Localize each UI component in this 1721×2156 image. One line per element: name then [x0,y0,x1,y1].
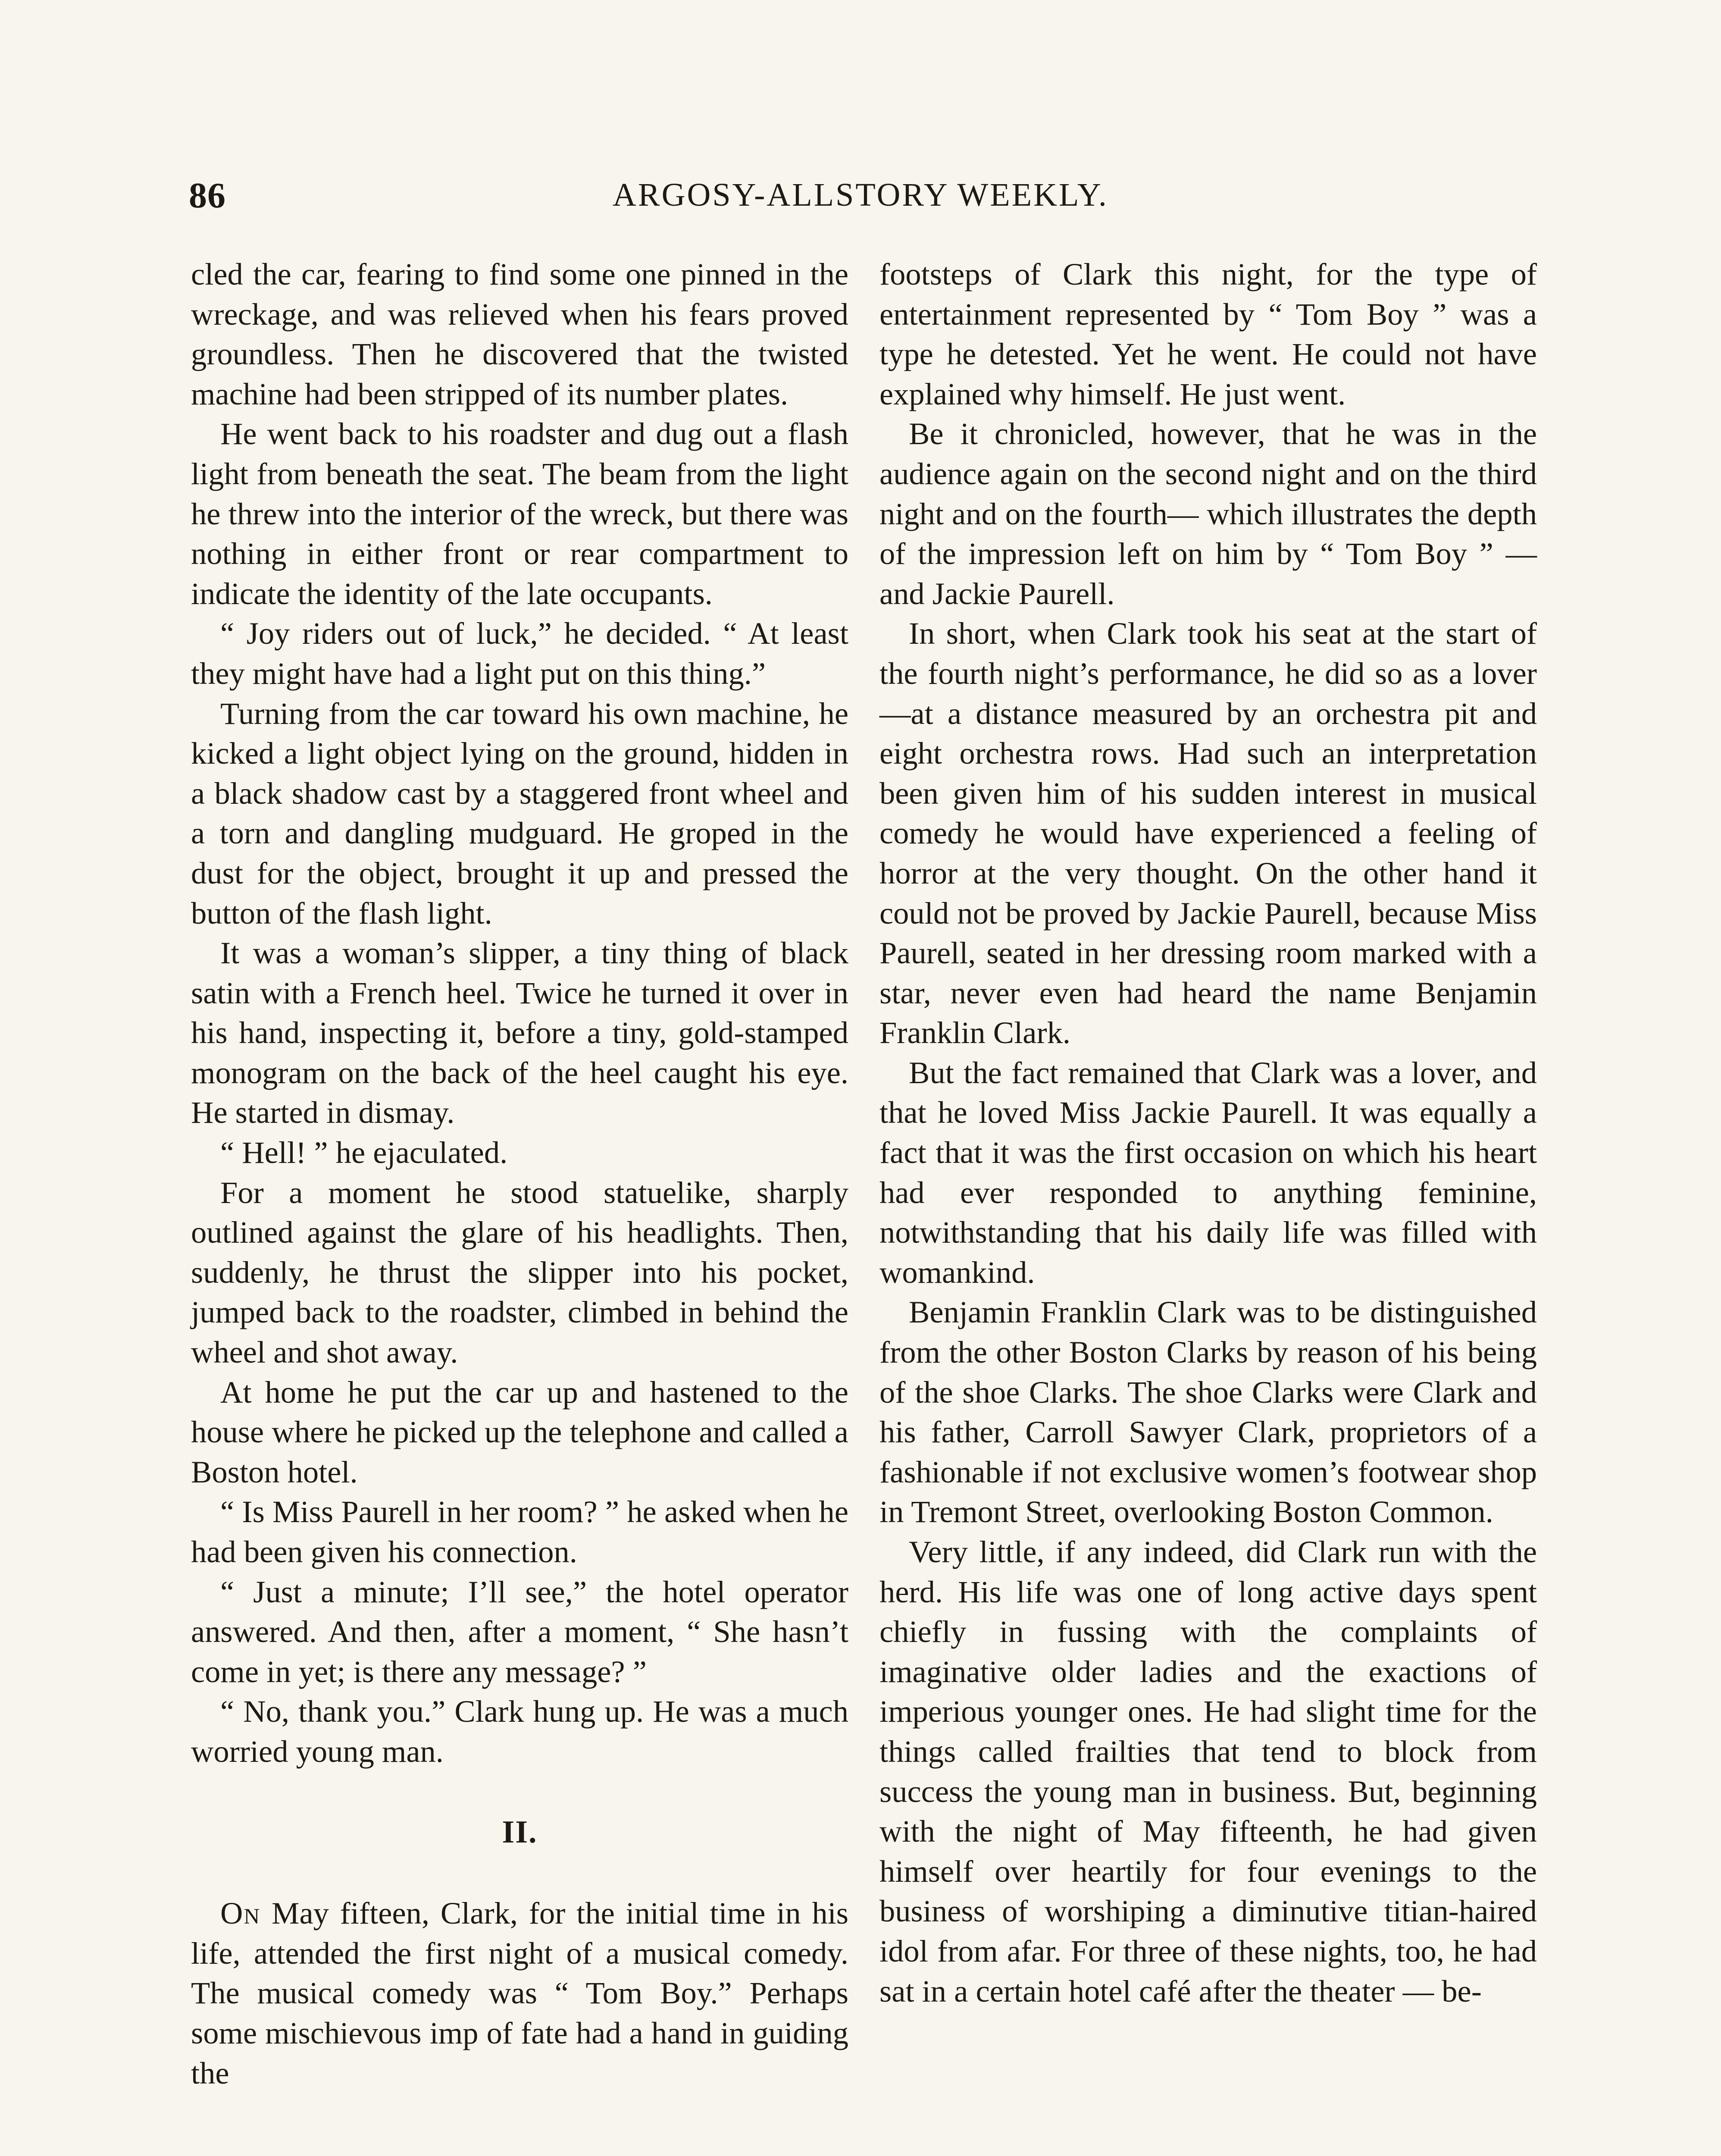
paragraph: “ No, thank you.” Clark hung up. He was a much worried young man. [191,1694,848,1769]
paragraph: “ Just a minute; I’ll see,” the hotel operator answered. And then, after a moment, “ She hasn’t come in yet; is there any message? ” [191,1574,848,1689]
paragraph: For a moment he stood statuelike, sharply outlined against the glare of his headlights. Then, suddenly, he thrust the slipper into his pocket, jumped back to the roadster, climbed in behind the wheel and shot away. [191,1175,848,1370]
page-number: 86 [189,175,226,216]
paragraph: He went back to his roadster and dug out a flash light from beneath the seat. The beam from the light he threw into the interior of the wreck, but there was nothing in either front or rear compartment to indicate the identity of the late occupants. [191,416,848,611]
section-opening-paragraph [191,1893,848,2093]
running-head: ARGOSY-ALLSTORY WEEKLY. [613,177,1108,213]
paragraph: Be it chronicled, however, that he was in the audience again on the second night and on the third night and on the fourth— which illustrates the depth of the impression left on him by “ Tom Boy ” — and Jackie Paurell. [879,416,1537,611]
paragraph: At home he put the car up and hastened to the house where he picked up the telephone and called a Boston hotel. [191,1374,848,1489]
paragraph: Benjamin Franklin Clark was to be distinguished from the other Boston Clarks by reason of his being of the shoe Clarks. The shoe Clarks were Clark and his father, Carroll Sawyer Clark, proprietors of a fashionable if not exclusive women’s footwear shop in Tremont Street, overlooking Boston Common. [879,1294,1537,1529]
paragraph: “ Joy riders out of luck,” he decided. “ At least they might have had a light put on this thing.” [191,616,848,691]
paragraph: In short, when Clark took his seat at the start of the fourth night’s performance, he did so as a lover—at a distance measured by an orchestra pit and eight orchestra rows. Had such an interpretation been given him of his sudden interest in musical comedy he would have experienced a feeling of horror at the very thought. On the other hand it could not be proved by Jackie Paurell, because Miss Paurell, seated in her dressing room marked with a star, never even had heard the name Benjamin Franklin Clark. [879,616,1537,1050]
opening-word: On [220,1896,261,1931]
paragraph: Very little, if any indeed, did Clark run with the herd. His life was one of long active days spent chiefly in fussing with the complaints of imaginative older ladies and the exactions of imperious younger ones. He had slight time for the things called frailties that tend to block from success the young man in business. But, beginning with the night of May fifteenth, he had given himself over heartily for four evenings to the business of worshiping a diminutive titian-haired idol from afar. For three of these nights, too, he had sat in a certain hotel café after the theater — be- [879,1534,1537,2009]
left-column [191,254,848,2093]
paragraph: “ Hell! ” he ejaculated. [220,1135,508,1170]
paragraph: Turning from the car toward his own machine, he kicked a light object lying on the ground, hidden in a black shadow cast by a staggered front wheel and a torn and dangling mudguard. He groped in the dust for the object, brought it up and pressed the button of the flash light. [191,696,848,931]
opening-text: May fifteen, Clark, for the initial time in his life, attended the first night of a musical comedy. The musical comedy was “ Tom Boy.” Perhaps some mischievous imp of fate had a hand in guiding the [191,1896,848,2090]
paragraph: But the fact remained that Clark was a lover, and that he loved Miss Jackie Paurell. It was equally a fact that it was the first occasion on which his heart had ever responded to anything feminine, notwithstanding that his daily life was filled with womankind. [879,1055,1537,1290]
right-column [879,254,1537,2011]
section-heading: II. [502,1814,538,1850]
paragraph: footsteps of Clark this night, for the type of entertainment represented by “ Tom Boy ” was a type he detested. Yet he went. He could not have explained why himself. He just went. [879,257,1537,411]
paragraph: cled the car, fearing to find some one pinned in the wreckage, and was relieved when his fears proved groundless. Then he discovered that the twisted machine had been stripped of its number plates. [191,257,848,411]
page-header [189,175,1532,222]
paragraph: “ Is Miss Paurell in her room? ” he asked when he had been given his connection. [191,1494,848,1569]
paragraph: It was a woman’s slipper, a tiny thing of black satin with a French heel. Twice he turned it over in his hand, inspecting it, before a tiny, gold-stamped monogram on the back of the heel caught his eye. He started in dismay. [191,935,848,1130]
